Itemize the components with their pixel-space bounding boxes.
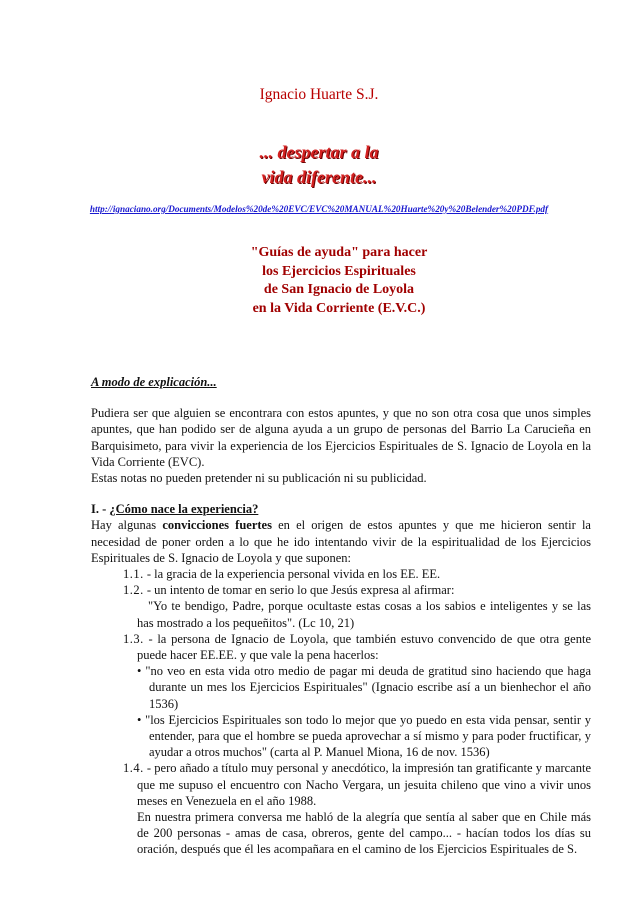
bullet-item: • "no veo en esta vida otro medio de pagar mi deuda de gratitud sino haciendo que haga durante un mes los Ejercicios Espirituales" (Ignacio escribe así a un bienhechor el año 1536)	[137, 664, 591, 711]
list-item	[91, 582, 591, 598]
item-number: 1.4.	[123, 761, 144, 776]
spacer	[91, 486, 591, 501]
list-item	[91, 760, 591, 809]
author-name: Ignacio Huarte S.J.	[259, 86, 379, 103]
bullet-item: • "los Ejercicios Espirituales son todo lo mejor que yo puedo en esta vida pensar, sentir y entender, para que el hombre se pueda aprovechar a sí mismo y para poder fructificar, y ayudar a otros muchos" (carta al P. Manuel Miona, 16 de nov. 1536)	[137, 712, 591, 760]
document-body	[91, 374, 591, 858]
list-item	[91, 631, 591, 663]
guide-title-line-1: "Guías de ayuda" para hacer	[250, 245, 428, 260]
item-text: - un intento de tomar en serio lo que Jesús expresa al afirmar:	[143, 583, 455, 598]
list-item	[91, 566, 591, 582]
item-paragraph: En nuestra primera conversa me habló de la alegría que sentía al saber que en Chile más de 200 personas - amas de casa, obreros, gente del campo... - hacían todos los días su oración, después que él les acompañara en el camino de los Ejercicios Espirituales de S.	[137, 810, 591, 857]
document-title	[0, 140, 638, 190]
section-1-heading	[91, 501, 591, 517]
section-1-title: ¿Cómo nace la experiencia?	[109, 502, 259, 517]
item-text: - la gracia de la experiencia personal vivida en los EE. EE.	[143, 567, 441, 582]
spacer	[91, 390, 591, 405]
section-1-intro-bold: convicciones fuertes	[162, 518, 272, 533]
guide-title-line-3: de San Ignacio de Loyola	[263, 282, 415, 297]
section-1-intro-end: en el origen de estos apuntes y que me hicieron sentir la necesidad de poner orden a lo que he ido intentando vivir de la espiritualidad de los Ejercicios Espirituales de S. Ignacio de Loyola y que suponen:	[91, 518, 591, 565]
item-number: 1.3.	[123, 631, 144, 646]
title-line-1: ... despertar a la	[259, 142, 379, 162]
item-text: - la persona de Ignacio de Loyola, que también estuvo convencido de que otra gente puede hacer EE.EE. y que vale la pena hacerlos:	[137, 631, 591, 663]
section-1-number: I. -	[91, 502, 110, 517]
intro-paragraph: Pudiera ser que alguien se encontrara con estos apuntes, y que no son otra cosa que unos simples apuntes, que han podido ser de alguna ayuda a un grupo de personas del Barrio La Carucieña en Barquisimeto, para vivir la experiencia de los Ejercicios Espirituales de S. Ignacio de Loyola en la Vida Corriente (EVC).	[91, 406, 591, 469]
guide-title-line-2: los Ejercicios Espirituales	[262, 263, 416, 279]
item-text: - pero añado a título muy personal y anecdótico, la impresión tan gratificante y marcante que me supuso el encuentro con Nacho Vergara, un jesuita chileno que vino a vivir unos meses en Venezuela en el año 1988.	[137, 761, 591, 808]
bible-quote: "Yo te bendigo, Padre, porque ocultaste estas cosas a los sabios e inteligentes y se las has mostrado a los pequeñitos". (Lc 10, 21)	[137, 599, 591, 630]
intro-heading: A modo de explicación...	[91, 375, 217, 389]
section-1-intro-start: Hay algunas	[91, 518, 163, 533]
item-number: 1.1.	[123, 567, 144, 582]
item-number: 1.2.	[123, 583, 144, 598]
source-link[interactable]: http://ignaciano.org/Documents/Modelos%20de%20EVC/EVC%20MANUAL%20Huarte%20y%20Belender%20PDF.pdf	[89, 204, 549, 214]
guide-title-line-4: en la Vida Corriente (E.V.C.)	[252, 300, 426, 316]
intro-note: Estas notas no pueden pretender ni su publicación ni su publicidad.	[91, 471, 427, 486]
section-1-intro	[91, 517, 591, 566]
title-line-2: vida diferente...	[261, 167, 377, 187]
guide-title	[0, 244, 638, 318]
